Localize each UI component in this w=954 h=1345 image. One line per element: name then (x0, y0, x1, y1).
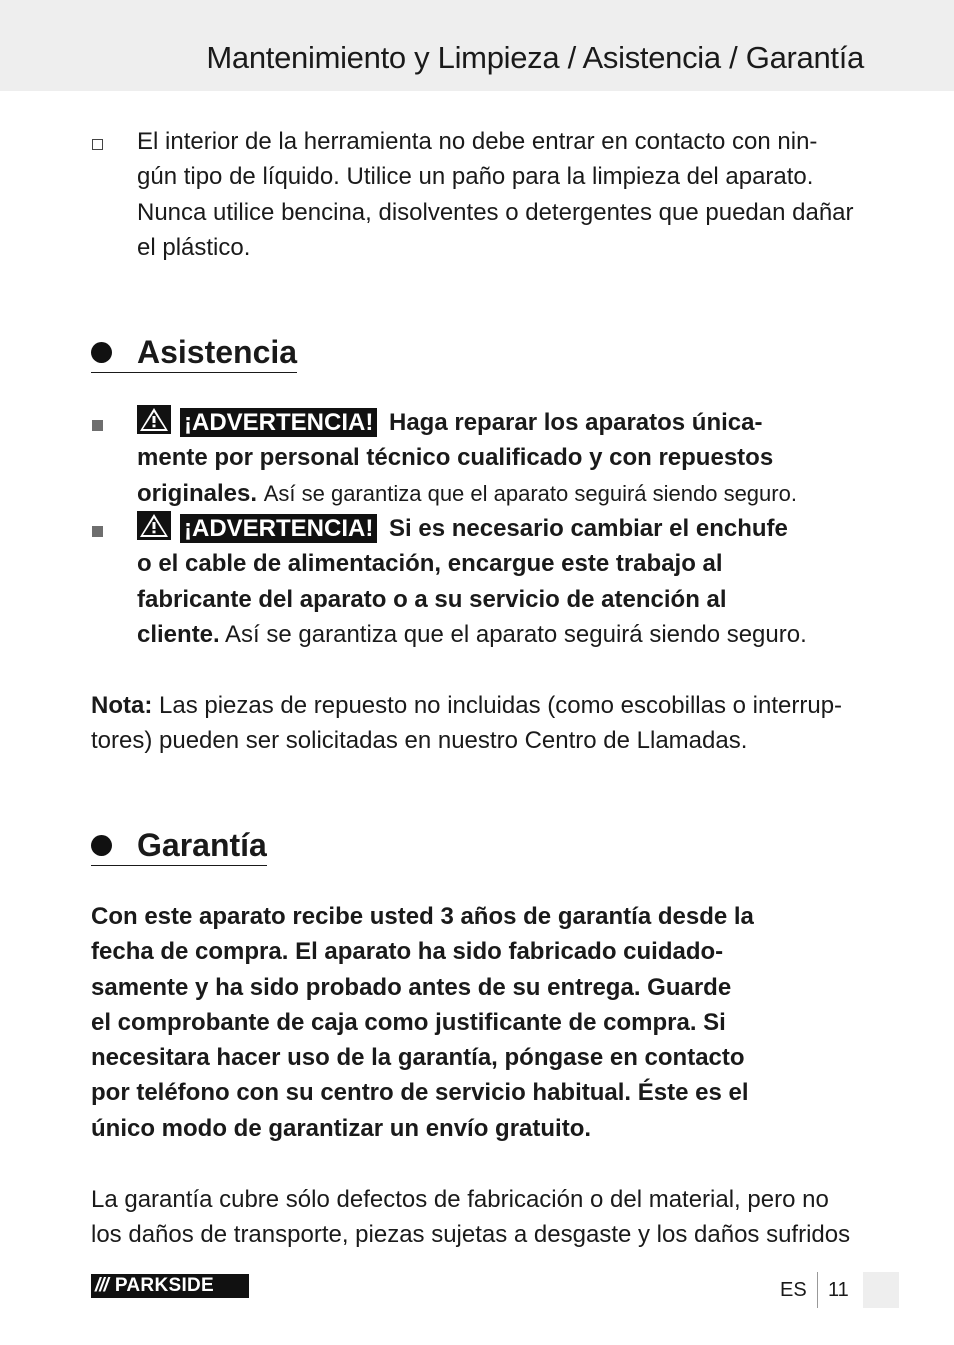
note-label: Nota: (91, 692, 153, 719)
warranty-bold-paragraph (91, 899, 754, 1146)
text-normal: Las piezas de repuesto no incluidas (como escobillas o interrup- (159, 692, 843, 719)
section-title: Garantía (137, 827, 267, 863)
text-normal: Así se garantiza que el aparato seguirá siendo seguro. (263, 480, 797, 506)
warranty-paragraph (91, 1182, 850, 1253)
text-line: La garantía cubre sólo defectos de fabricación o del material, pero no (91, 1186, 829, 1213)
warning-label: ¡ADVERTENCIA! (180, 408, 377, 437)
maintenance-text (137, 124, 854, 265)
text-line: único modo de garantizar un envío gratuito. (91, 1114, 592, 1142)
text-line: los daños de transporte, piezas sujetas a desgaste y los daños sufridos (91, 1221, 851, 1249)
text-bold: originales. (137, 479, 258, 507)
text-line: el plástico. (137, 233, 251, 261)
text-bold: Haga reparar los aparatos única- (389, 409, 763, 436)
footer-tab (863, 1272, 899, 1308)
text-line: el comprobante de caja como justificante de compra. Si (91, 1008, 726, 1036)
parkside-logo (91, 1274, 249, 1298)
text-line: por teléfono con su centro de servicio habitual. Éste es el (91, 1079, 749, 1107)
text-normal: Así se garantiza que el aparato seguirá siendo seguro. (225, 620, 807, 648)
logo-text: PARKSIDE (114, 1275, 215, 1296)
logo-slashes: /// (95, 1275, 108, 1296)
warning-item (137, 405, 797, 511)
text-line: tores) pueden ser solicitadas en nuestro Centro de Llamadas. (91, 727, 748, 755)
text-line: o el cable de alimentación, encargue este trabajo al (137, 550, 723, 578)
text-bold: Si es necesario cambiar el enchufe (389, 515, 788, 542)
footer-divider (817, 1272, 818, 1308)
page-number: 11 (828, 1279, 849, 1301)
note-paragraph (91, 688, 842, 759)
text-line: necesitara hacer uso de la garantía, póngase en contacto (91, 1044, 745, 1072)
text-line: mente por personal técnico cualificado y con repuestos (137, 444, 774, 472)
warning-triangle-icon (137, 405, 171, 434)
list-bullet (92, 420, 103, 431)
text-line: samente y ha sido probado antes de su entrega. Guarde (91, 973, 732, 1001)
text-line: gún tipo de líquido. Utilice un paño para la limpieza del aparato. (137, 163, 814, 191)
list-bullet (92, 139, 103, 150)
warning-label: ¡ADVERTENCIA! (180, 514, 377, 543)
section-bullet-icon (91, 342, 112, 363)
section-title: Asistencia (137, 334, 298, 370)
warning-item (137, 511, 807, 652)
list-bullet (92, 526, 103, 537)
language-code: ES (780, 1279, 807, 1301)
section-bullet-icon (91, 835, 112, 856)
section-heading-asistencia (91, 332, 297, 373)
page-title: Mantenimiento y Limpieza / Asistencia / Garantía (206, 40, 864, 75)
text-line: Nunca utilice bencina, disolventes o detergentes que puedan dañar (137, 198, 854, 226)
text-line: Con este aparato recibe usted 3 años de garantía desde la (91, 903, 754, 930)
text-line: fabricante del aparato o a su servicio de atención al (137, 585, 727, 613)
section-heading-garantia (91, 825, 267, 866)
text-bold: cliente. (137, 620, 220, 648)
text-line: El interior de la herramienta no debe entrar en contacto con nin- (137, 128, 818, 155)
warning-triangle-icon (137, 511, 171, 540)
text-line: fecha de compra. El aparato ha sido fabricado cuidado- (91, 938, 724, 966)
